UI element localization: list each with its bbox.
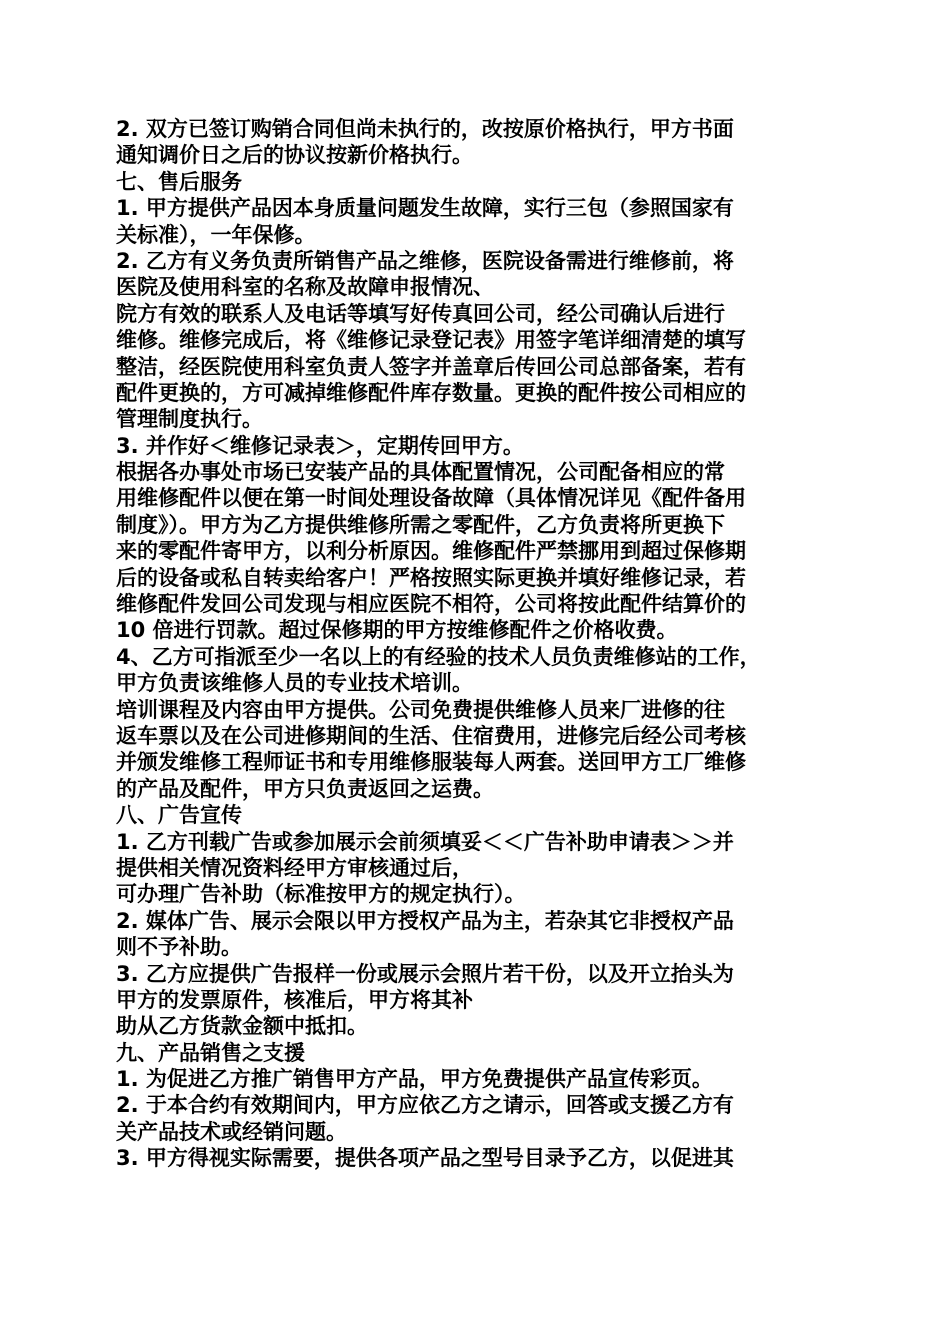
- text-line: 的产品及配件，甲方只负责返回之运费。: [116, 776, 494, 801]
- text-line: 院方有效的联系人及电话等填写好传真回公司，经公司确认后进行: [116, 301, 725, 326]
- text-line: 2. 于本合约有效期间内，甲方应依乙方之请示，回答或支援乙方有: [116, 1093, 734, 1118]
- text-line: 则不予补助。: [116, 935, 242, 960]
- section-heading: 七、售后服务: [116, 169, 242, 194]
- text-line: 并颁发维修工程师证书和专用维修服装每人两套。送回甲方工厂维修: [116, 750, 746, 775]
- text-line: 用维修配件以便在第一时间处理设备故障（具体情况详见《配件备用: [116, 486, 746, 511]
- text-line: 返车票以及在公司进修期间的生活、住宿费用，进修完后经公司考核: [116, 723, 746, 748]
- text-line: 10 倍进行罚款。超过保修期的甲方按维修配件之价格收费。: [116, 618, 678, 643]
- text-line: 通知调价日之后的协议按新价格执行。: [116, 143, 473, 168]
- text-line: 可办理广告补助（标准按甲方的规定执行）。: [116, 882, 526, 907]
- contract-body-text: [116, 116, 840, 1172]
- text-line: 3. 并作好＜维修记录表＞，定期传回甲方。: [116, 433, 524, 458]
- text-line: 1. 甲方提供产品因本身质量问题发生故障，实行三包（参照国家有: [116, 196, 734, 221]
- text-line: 配件更换的，方可减掉维修配件库存数量。更换的配件按公司相应的: [116, 380, 746, 405]
- text-line: 维修。维修完成后，将《维修记录登记表》用签字笔详细清楚的填写: [116, 328, 746, 353]
- text-line: 管理制度执行。: [116, 407, 263, 432]
- text-line: 4、乙方可指派至少一名以上的有经验的技术人员负责维修站的工作，: [116, 644, 761, 669]
- text-line: 关标准），一年保修。: [116, 222, 316, 247]
- text-line: 助从乙方货款金额中抵扣。: [116, 1014, 368, 1039]
- text-line: 培训课程及内容由甲方提供。公司免费提供维修人员来厂进修的往: [116, 697, 725, 722]
- text-line: 甲方的发票原件，核准后，甲方将其补: [116, 987, 473, 1012]
- text-line: 2. 乙方有义务负责所销售产品之维修，医院设备需进行维修前，将: [116, 248, 734, 273]
- section-heading: 八、广告宣传: [116, 803, 242, 828]
- text-line: 根据各办事处市场已安装产品的具体配置情况，公司配备相应的常: [116, 460, 725, 485]
- text-line: 制度》）。甲方为乙方提供维修所需之零配件，乙方负责将所更换下: [116, 512, 725, 537]
- text-line: 提供相关情况资料经甲方审核通过后，: [116, 855, 473, 880]
- text-line: 3. 甲方得视实际需要，提供各项产品之型号目录予乙方，以促进其: [116, 1146, 734, 1171]
- text-line: 甲方负责该维修人员的专业技术培训。: [116, 671, 473, 696]
- text-line: 2. 双方已签订购销合同但尚未执行的，改按原价格执行，甲方书面: [116, 117, 734, 141]
- text-line: 维修配件发回公司发现与相应医院不相符，公司将按此配件结算价的: [116, 592, 746, 617]
- text-line: 来的零配件寄甲方，以利分析原因。维修配件严禁挪用到超过保修期: [116, 539, 746, 564]
- text-line: 1. 乙方刊载广告或参加展示会前须填妥＜＜广告补助申请表＞＞并: [116, 829, 734, 854]
- section-heading: 九、产品销售之支援: [116, 1040, 305, 1065]
- text-line: 后的设备或私自转卖给客户！严格按照实际更换并填好维修记录，若: [116, 565, 746, 590]
- text-line: 2. 媒体广告、展示会限以甲方授权产品为主，若杂其它非授权产品: [116, 908, 734, 933]
- text-line: 关产品技术或经销问题。: [116, 1119, 347, 1144]
- text-line: 整洁，经医院使用科室负责人签字并盖章后传回公司总部备案，若有: [116, 354, 746, 379]
- text-line: 1. 为促进乙方推广销售甲方产品，甲方免费提供产品宣传彩页。: [116, 1067, 713, 1092]
- text-line: 医院及使用科室的名称及故障申报情况、: [116, 275, 494, 300]
- text-line: 3. 乙方应提供广告报样一份或展示会照片若干份，以及开立抬头为: [116, 961, 734, 986]
